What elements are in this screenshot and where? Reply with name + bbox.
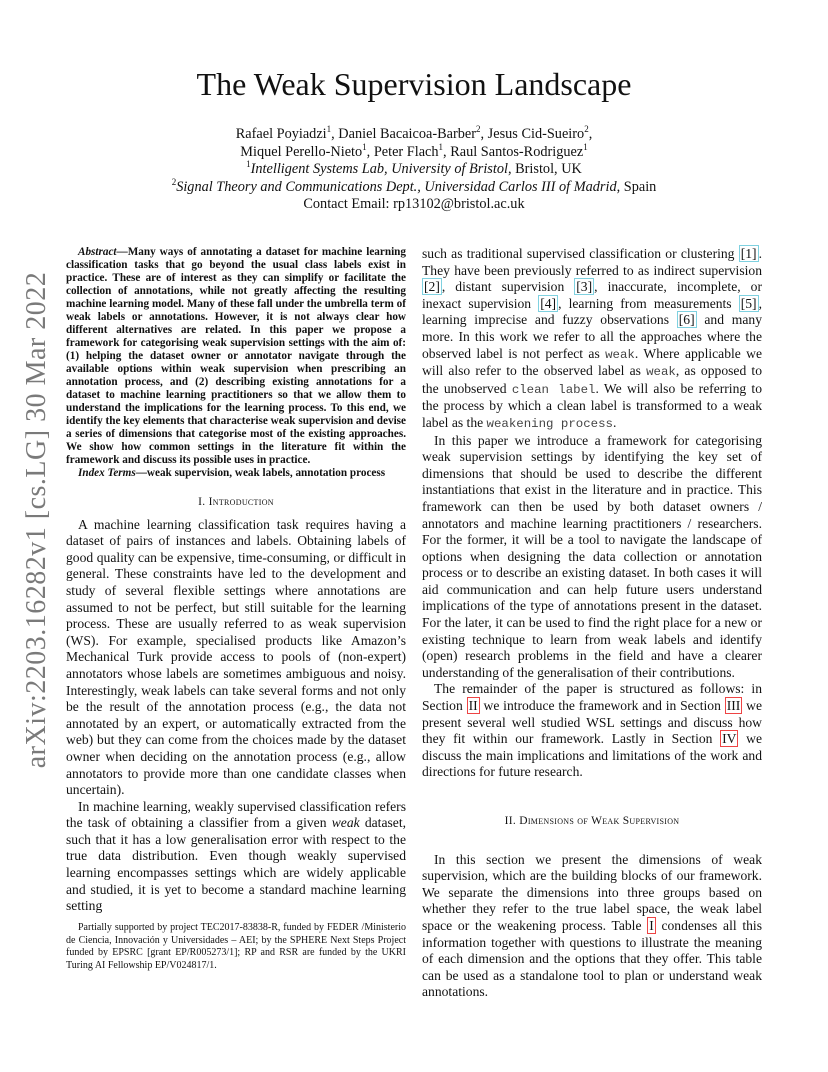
affiliation-mark: 1 [246,159,251,170]
author-line-1: Rafael Poyiadzi$^1$, Daniel Bacaicoa-Barber$^2$, Jesus Cid-Sueiro$^2$, [235,124,593,142]
author-name: , Raul Santos-Rodriguez [443,143,584,160]
section-title: Dimensions of Weak Supervision [519,815,680,827]
right-column [422,246,762,1001]
citation-link[interactable]: [4] [540,295,557,311]
citation-link[interactable]: [1] [740,246,757,261]
text-run: we discuss the main implications and limitations of the work and directions for future research. [422,731,763,780]
intro-paragraph-4 [422,681,762,781]
arxiv-side-identifier [21,271,53,769]
intro-paragraph-continued [422,246,762,433]
affiliation-mark: 1 [326,124,332,135]
citation-link[interactable]: [6] [678,312,695,328]
left-column [66,246,406,915]
author-name: , Jesus Cid-Sueiro [480,126,585,142]
intro-paragraph-1: A machine learning classification task requires having a dataset of pairs of instances and labels. Obtaining labels of good quality can be expensive, time-consuming, or difficult in general. These constraints have led to the development and study of several flexible settings where annotations are assumed to not be perfect, but still suitable for the learning process. These are usually referred to as weak supervision (WS). For example, specialised products like Amazon’s Mechanical Turk provide access to pools of (non-expert) annotators whose labels are sometimes ambiguous and noisy. Interestingly, weak labels can take several forms and not only be the result of the annotation process (e.g., the data not annotated by an expert, or automatically extracted from the web) but they can come from the choices made by the dataset owner when deciding on the annotation process (e.g., allow annotators to provide more than one candidate classes when uncertain). [66,516,406,798]
author-name: , Daniel Bacaicoa-Barber [331,126,477,142]
abstract [66,246,406,467]
text-run: The remainder of the paper is structured as follows: in Section [422,681,762,714]
text-run: , inaccurate, incomplete, or inexact supervision [422,279,762,311]
affiliation-1 [0,161,828,179]
text-run: , learning imprecise and fuzzy observations [422,295,762,328]
text-run: dataset, such that it has a low generalisation error with respect to the true data distribution. Even though weakly supervised learning encompasses settings which are widely applicable and studied, it is yet to become a standard machine learning setting [66,815,406,914]
affiliation-mark: 1 [438,141,444,152]
section-number: I. [198,496,209,508]
text-run: we introduce the framework and in Section [479,698,725,714]
text-run: and many more. In this work we refer to all the approaches where the observed label is not perfect as [422,312,762,361]
text-run: In machine learning, weakly supervised classification refers the task of obtaining a classifier from a given [66,798,406,831]
affiliation-mark: 2 [476,124,481,135]
intro-paragraph-3: In this paper we introduce a framework for categorising weak supervision settings by identifying the key set of dimensions that should be used to describe the different instantiations that exist in the literature and in practice. This framework can then be used by both dataset owners / annotators and machine learning practitioners / researchers. For the former, it will be a tool to navigate the landscape of options when designing the data collection or annotation process or to describe an existing dataset. In both cases it will aid communication and can help future users understand implications of the type of annotations present in the dataset. For the later, it can be used to find the right place for a new or existing technique to learn from weak labels and identify (open) research problems in the field and have a clearer understanding of the generalisation of their contributions. [422,432,762,680]
intro-paragraph-2 [66,799,406,915]
affiliation-name: Intelligent Systems Lab, University of Bristol [250,161,508,177]
citation-link[interactable]: [2] [424,279,440,295]
paper-title: The Weak Supervision Landscape [196,66,632,102]
dimensions-paragraph-1 [422,852,762,1001]
monospace-term: clean label [511,382,596,397]
text-run: , learning from measurements [558,295,739,311]
text-run: . [612,414,617,430]
affiliation-mark: 1 [362,141,367,152]
affiliation-mark: 1 [583,141,588,152]
text-run: , distant supervision [441,279,575,295]
text-run: . Where applicable we will also refer to the observed label as [422,345,762,379]
section-heading-dimensions [422,813,762,830]
index-terms-label: Index Terms [78,467,136,479]
author-name: Rafael Poyiadzi [235,126,327,142]
footnote [66,922,406,972]
emphasis: weak [331,815,360,831]
text-run: . We will also be referring to the process by which a clean label is transformed to a weak label as the [422,380,763,430]
contact-email: Contact Email: rp13102@bristol.ac.uk [303,196,525,212]
monospace-term: weak [605,347,635,362]
abstract-text: —Many ways of annotating a dataset for machine learning classification tasks that go beyond the usual class labels exist in practice. These are of interest as they can simplify or facilitate the collection of annotations, while not greatly affecting the resulting machine learning model. Many of these fall under the umbrella term of weak labels or annotations. However, it is not always clear how different alternatives are related. In this paper we propose a framework for categorising weak supervision settings with the aim of: (1) helping the dataset owner or annotator navigate through the available options within weak supervision when prescribing an annotation process, and (2) describing existing annotations for a dataset to machine learning practitioners so that we allow them to understand the implications for the learning process. To this end, we identify the key elements that characterise weak supervision and devise a series of dimensions that categorise most of the existing approaches. We show how common settings in the literature fit within the framework and discuss its possible uses in practice. [66,246,406,466]
text-run: In this section we present the dimensions of weak supervision, which are the building blocks of our framework. We separate the dimensions into three groups based on whether they refer to the true label space, the weak label space or the weakening process. Table [422,851,762,933]
section-link[interactable]: IV [722,731,737,747]
affiliation-location: , Bristol, UK [507,161,582,177]
author-block [0,126,828,214]
citation-link[interactable]: [3] [576,279,593,295]
affiliation-name: Signal Theory and Communications Dept., Universidad Carlos III of Madrid [176,178,617,195]
author-line-2 [0,141,828,162]
section-number: II. [504,815,520,827]
citation-link[interactable]: [5] [740,295,757,311]
index-terms-text: —weak supervision, weak labels, annotation process [135,467,386,479]
text-run: . They have been previously referred to as indirect supervision [422,246,762,278]
monospace-term: weak [646,365,676,380]
section-title: Introduction [208,496,274,508]
text-run: , as opposed to the unobserved [422,363,762,396]
section-heading-introduction [66,494,406,511]
text-run: we present several well studied WSL settings and discuss how they fit within our framework. Lastly in Section [422,698,762,747]
affiliation-location: , Spain [616,178,657,195]
author-name: Miquel Perello-Nieto [240,143,363,160]
affiliation-mark: 2 [171,176,177,187]
section-link[interactable]: II [468,698,478,714]
affiliation-mark: 2 [584,124,589,135]
text-run: such as traditional supervised classification or clustering [422,246,739,261]
footnote-text: Partially supported by project TEC2017-83838-R, funded by FEDER /Ministerio de Ciencia, Innovación y Universidades – AEI; by the SPHERE Next Steps Project funded by EPSRC [grant EP/R005273/1]; RP and RSR are funded by the UKRI Turing AI Fellowship EP/V024817/1. [66,922,406,971]
text-run: condenses all this information together with questions to illustrate the meaning of each dimension and the options that they offer. This table can be used as a standalone tool to plan or understand weak annotations. [422,917,762,1000]
monospace-term: weakening process [486,416,613,431]
affiliation-2 [0,176,828,197]
abstract-label: Abstract [78,246,117,258]
author-name: , Peter Flach [366,143,439,160]
index-terms [66,467,406,480]
section-link[interactable]: III [726,698,741,714]
table-link[interactable]: I [649,917,654,933]
arxiv-identifier-text: arXiv:2203.16282v1 [cs.LG] 30 Mar 2022 [21,271,53,769]
